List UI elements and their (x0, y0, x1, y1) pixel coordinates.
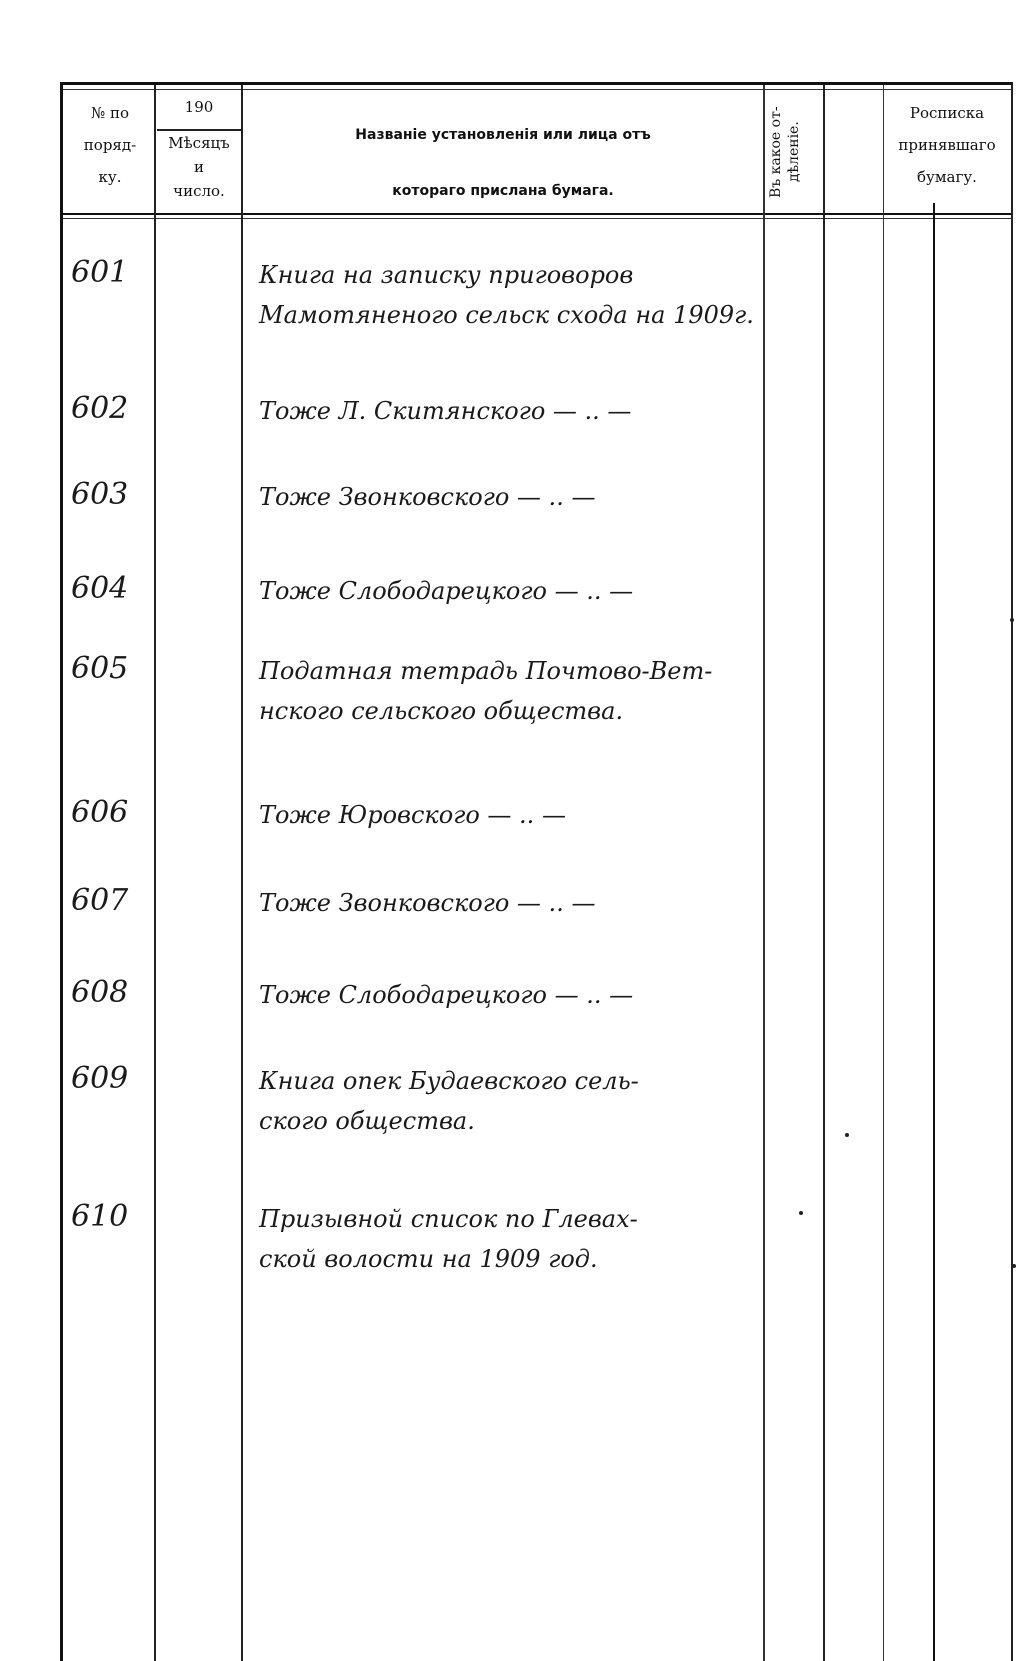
entry-number: 602 (71, 391, 129, 426)
entry-number: 607 (71, 883, 129, 918)
header-number-line-2: поряд- (83, 136, 137, 154)
header-top-rule (63, 89, 1011, 90)
entry-text (259, 255, 779, 335)
header-date (157, 131, 241, 203)
header-receipt-line-3: бумагу. (917, 168, 977, 186)
header-receipt-line-2: принявшаго (898, 136, 996, 154)
header-date-year: 190 (184, 98, 214, 116)
entry-line: Податная тетрадь Почтово-Вет- (259, 657, 713, 685)
entry-number: 603 (71, 477, 129, 512)
entry-line: нского сельского общества. (259, 697, 624, 725)
ledger-table (60, 82, 1013, 1661)
entry-text (259, 975, 779, 1015)
scan-speck (845, 1133, 849, 1137)
column-rule-number (154, 85, 156, 1661)
entry-number: 601 (71, 255, 129, 290)
entry-text (259, 1199, 779, 1279)
header-department (767, 93, 823, 211)
entry-line: Книга опек Будаевского сель- (259, 1067, 639, 1095)
entry-line: Тоже Л. Скитянского — .. — (259, 397, 632, 425)
entry-line: ской волости на 1909 год. (259, 1245, 598, 1273)
entry-line: Тоже Звонковского — .. — (259, 889, 596, 917)
column-rule-department (823, 85, 825, 1661)
entry-line: Тоже Слободарецкого — .. — (259, 577, 634, 605)
entry-number: 604 (71, 571, 129, 606)
header-number (67, 97, 153, 193)
entry-line: Книга на записку приговоров (259, 261, 634, 289)
entry-line: Мамотяненого сельск схода на 1909г. (259, 301, 754, 329)
entry-number: 610 (71, 1199, 129, 1234)
header-name (243, 107, 763, 219)
entry-text (259, 571, 779, 611)
entry-text (259, 651, 779, 731)
entry-number: 606 (71, 795, 129, 830)
entry-text (259, 1061, 779, 1141)
header-number-line-3: ку. (98, 168, 122, 186)
header-department-line-2: дѣленіе. (786, 121, 802, 183)
entry-line: Тоже Юровского — .. — (259, 801, 566, 829)
header-name-line-1: Названіе установленія или лица отъ (355, 127, 651, 143)
entry-number: 608 (71, 975, 129, 1010)
header-number-line-1: № по (91, 104, 129, 122)
header-receipt (885, 97, 1009, 193)
header-date-line-2: и (194, 158, 204, 176)
entry-number: 609 (71, 1061, 129, 1096)
entry-line: Тоже Звонковского — .. — (259, 483, 596, 511)
entry-line: ского общества. (259, 1107, 475, 1135)
scan-speck (1012, 1264, 1016, 1268)
entry-text (259, 391, 779, 431)
entry-line: Призывной список по Глевах- (259, 1205, 638, 1233)
column-rule-date (241, 85, 243, 1661)
entry-line: Тоже Слободарецкого — .. — (259, 981, 634, 1009)
entry-number: 605 (71, 651, 129, 686)
header-date-line-1: Мѣсяцъ (168, 134, 230, 152)
header-name-line-2: котораго прислана бумага. (392, 183, 614, 199)
entry-text (259, 795, 779, 835)
column-rule-receipt-left (883, 85, 884, 1661)
header-date-line-3: число. (173, 182, 225, 200)
column-rule-receipt-inner (933, 203, 935, 1661)
entry-text (259, 883, 779, 923)
scan-speck (1010, 618, 1014, 622)
scan-speck (799, 1211, 803, 1215)
header-department-line-1: Въ какое от- (768, 106, 784, 198)
entry-text (259, 477, 779, 517)
header-receipt-line-1: Росписка (909, 104, 985, 122)
